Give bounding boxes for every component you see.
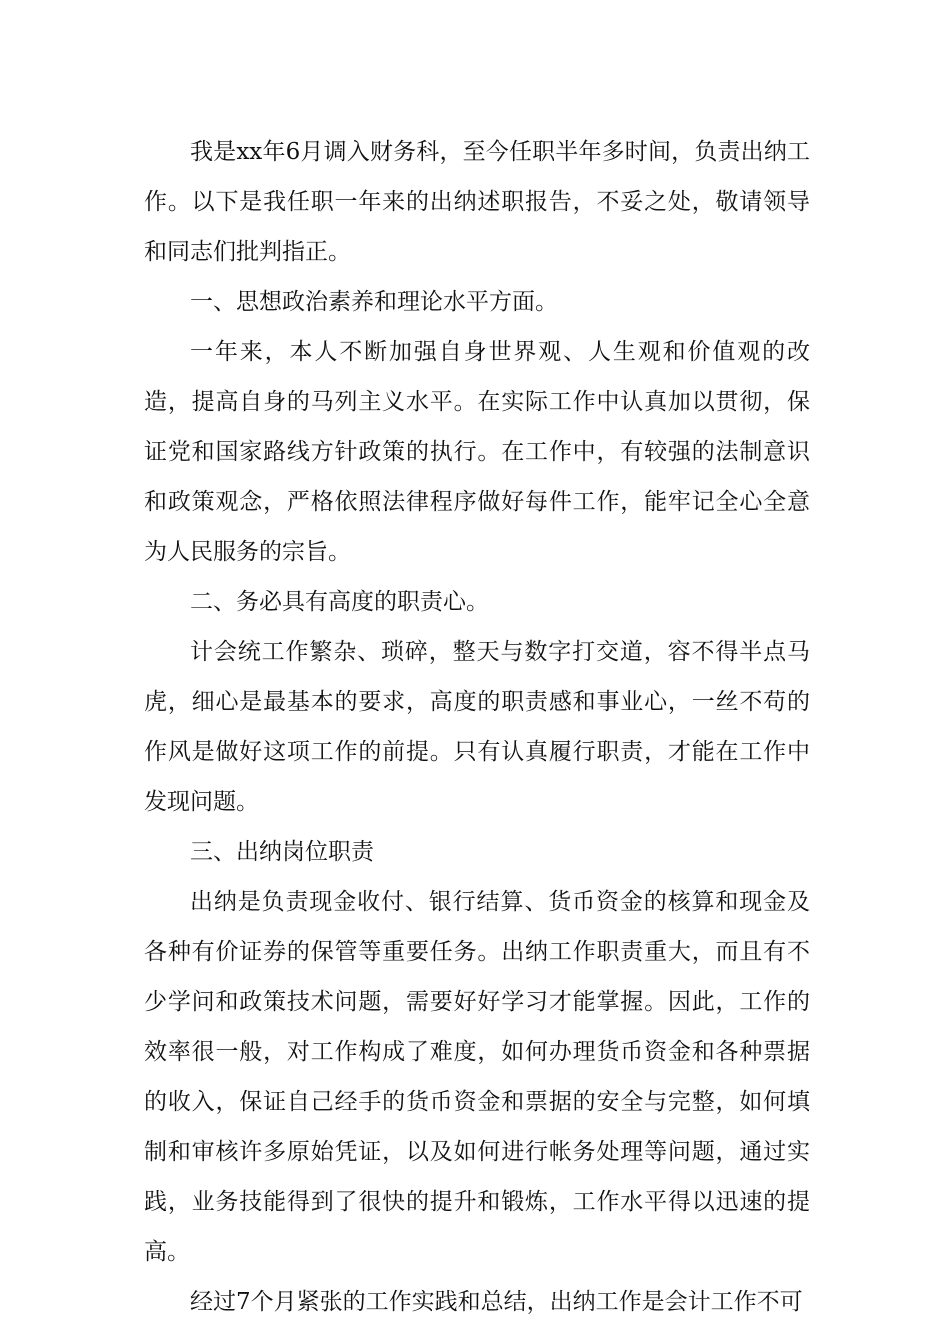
- section-heading-1: 一、思想政治素养和理论水平方面。: [190, 289, 558, 315]
- paragraph-section-2: 计会统工作繁杂、琐碎，整天与数字打交道，容不得半点马虎，细心是最基本的要求，高度的职责感和事业心，一丝不苟的作风是做好这项工作的前提。只有认真履行职责，才能在工作中发现问题。: [144, 639, 810, 815]
- paragraph-section-3: 出纳是负责现金收付、银行结算、货币资金的核算和现金及各种有价证券的保管等重要任务。出纳工作职责重大，而且有不少学问和政策技术问题，需要好好学习才能掌握。因此，工作的效率很一般，对工作构成了难度，如何办理货币资金和各种票据的收入，保证自己经手的货币资金和票据的安全与完整，如何填制和审核许多原始凭证，以及如何进行帐务处理等问题，通过实践，业务技能得到了很快的提升和锻炼，工作水平得以迅速的提高。: [144, 889, 810, 1265]
- paragraph-summary: 经过7个月紧张的工作实践和总结，出纳工作是会计工作不可: [190, 1289, 803, 1315]
- paragraph-section-1: 一年来，本人不断加强自身世界观、人生观和价值观的改造，提高自身的马列主义水平。在实际工作中认真加以贯彻，保证党和国家路线方针政策的执行。在工作中，有较强的法制意识和政策观念，严格依照法律程序做好每件工作，能牢记全心全意为人民服务的宗旨。: [144, 339, 810, 565]
- section-heading-3: 三、出纳岗位职责: [190, 839, 374, 865]
- paragraph-intro: 我是xx年6月调入财务科，至今任职半年多时间，负责出纳工作。以下是我任职一年来的出纳述职报告，不妥之处，敬请领导和同志们批判指正。: [144, 139, 810, 265]
- section-heading-2: 二、务必具有高度的职责心。: [190, 589, 489, 615]
- document-body: [144, 127, 810, 1327]
